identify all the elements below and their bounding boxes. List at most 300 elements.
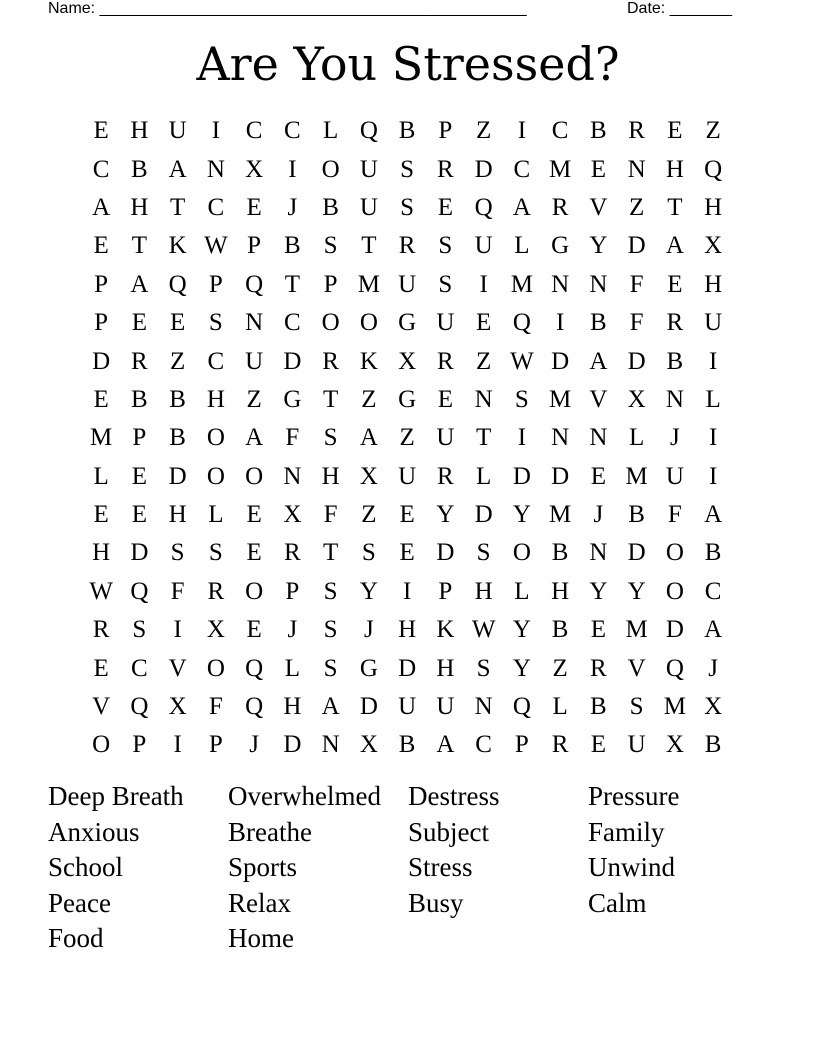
grid-letter: W — [510, 347, 534, 375]
grid-letter: X — [627, 385, 646, 413]
grid-letter: D — [130, 539, 149, 567]
grid-letter: R — [398, 232, 416, 260]
grid-letter: X — [704, 232, 723, 260]
grid-letter: D — [627, 539, 646, 567]
grid-letter: C — [207, 347, 225, 375]
grid-letter: B — [590, 117, 607, 145]
grid-letter: P — [438, 117, 453, 145]
grid-letter: K — [436, 616, 455, 644]
grid-letter: V — [168, 654, 187, 682]
grid-letter: M — [663, 693, 686, 721]
grid-letter: M — [625, 462, 648, 490]
grid-letter: Y — [627, 577, 646, 605]
grid-letter: K — [359, 347, 378, 375]
grid-letter: H — [551, 577, 570, 605]
grid-letter: H — [665, 155, 684, 183]
grid-letter: M — [625, 616, 648, 644]
grid-letter: D — [92, 347, 111, 375]
grid-letter: E — [475, 309, 492, 337]
grid-letter: P — [132, 424, 147, 452]
grid-letter: V — [589, 385, 608, 413]
grid-letter: H — [474, 577, 493, 605]
grid-letter: A — [512, 193, 531, 221]
grid-letter: E — [131, 309, 148, 337]
grid-letter: I — [173, 616, 182, 644]
grid-letter: M — [90, 424, 113, 452]
grid-letter: J — [708, 654, 718, 682]
grid-letter: H — [436, 654, 455, 682]
word-bank-item: Breathe — [228, 816, 312, 847]
grid-letter: Z — [246, 385, 262, 413]
grid-letter: F — [629, 270, 644, 298]
grid-letter: X — [398, 347, 417, 375]
grid-letter: Q — [168, 270, 187, 298]
grid-letter: Y — [589, 232, 608, 260]
grid-letter: A — [321, 693, 340, 721]
grid-letter: D — [512, 462, 531, 490]
grid-letter: A — [704, 616, 723, 644]
grid-letter: C — [92, 155, 110, 183]
grid-letter: Z — [361, 501, 377, 529]
grid-letter: O — [206, 424, 225, 452]
grid-letter: G — [551, 232, 570, 260]
grid-letter: D — [398, 654, 417, 682]
grid-letter: D — [474, 501, 493, 529]
grid-letter: T — [284, 270, 301, 298]
grid-letter: O — [206, 462, 225, 490]
grid-letter: S — [400, 193, 415, 221]
grid-letter: J — [249, 731, 259, 759]
grid-letter: E — [437, 193, 454, 221]
grid-letter: R — [437, 155, 454, 183]
grid-letter: P — [285, 577, 300, 605]
grid-letter: S — [132, 616, 147, 644]
grid-letter: B — [628, 501, 645, 529]
grid-letter: U — [398, 462, 417, 490]
grid-letter: M — [549, 385, 572, 413]
grid-letter: S — [170, 539, 185, 567]
grid-letter: O — [665, 539, 684, 567]
grid-letter: U — [665, 462, 684, 490]
grid-letter: H — [206, 385, 225, 413]
grid-letter: Q — [512, 693, 531, 721]
grid-letter: Z — [628, 193, 645, 221]
grid-letter: D — [627, 232, 646, 260]
grid-letter: O — [512, 539, 531, 567]
grid-letter: P — [438, 577, 453, 605]
grid-letter: C — [513, 155, 531, 183]
grid-letter: E — [131, 501, 148, 529]
grid-letter: H — [130, 193, 149, 221]
grid-letter: Q — [474, 193, 493, 221]
grid-letter: S — [323, 654, 338, 682]
grid-letter: Q — [704, 155, 723, 183]
grid-letter: Y — [436, 501, 455, 529]
grid-letter: L — [208, 501, 224, 529]
grid-letter: J — [287, 193, 298, 221]
grid-letter: A — [168, 155, 187, 183]
grid-letter: P — [514, 731, 529, 759]
grid-letter: S — [476, 654, 491, 682]
grid-letter: O — [321, 309, 340, 337]
grid-letter: F — [323, 501, 338, 529]
grid-letter: L — [475, 462, 492, 490]
grid-letter: Z — [705, 117, 721, 145]
grid-letter: C — [475, 731, 492, 759]
word-bank-item: School — [48, 852, 124, 883]
grid-letter: N — [551, 424, 570, 452]
grid-letter: H — [398, 616, 417, 644]
grid-letter: J — [364, 616, 374, 644]
grid-letter: N — [245, 309, 264, 337]
page-title: Are You Stressed? — [196, 37, 620, 91]
grid-letter: E — [590, 155, 607, 183]
word-bank-item: Relax — [228, 887, 291, 918]
grid-letter: P — [323, 270, 338, 298]
grid-letter: N — [551, 270, 570, 298]
grid-letter: N — [321, 731, 340, 759]
grid-letter: E — [246, 501, 262, 529]
grid-letter: X — [206, 616, 225, 644]
grid-letter: S — [400, 155, 415, 183]
grid-letter: H — [130, 117, 149, 145]
grid-letter: I — [517, 424, 527, 452]
grid-letter: D — [551, 347, 570, 375]
grid-letter: S — [323, 577, 338, 605]
grid-letter: S — [323, 616, 338, 644]
grid-letter: B — [284, 232, 301, 260]
header-line — [48, 0, 732, 18]
grid-letter: J — [670, 424, 680, 452]
grid-letter: L — [514, 577, 530, 605]
grid-letter: C — [704, 577, 722, 605]
grid-letter: U — [704, 309, 723, 337]
grid-letter: O — [665, 577, 684, 605]
grid-letter: B — [551, 539, 569, 567]
grid-letter: V — [92, 693, 111, 721]
grid-letter: U — [359, 193, 378, 221]
grid-letter: A — [665, 232, 684, 260]
grid-letter: D — [168, 462, 187, 490]
grid-letter: R — [628, 117, 645, 145]
grid-letter: C — [284, 309, 301, 337]
grid-letter: F — [208, 693, 223, 721]
grid-letter: I — [708, 347, 718, 375]
word-bank-item: Pressure — [588, 781, 680, 811]
grid-letter: T — [475, 424, 492, 452]
grid-letter: R — [131, 347, 148, 375]
grid-letter: I — [479, 270, 488, 298]
grid-letter: I — [708, 424, 718, 452]
grid-letter: M — [510, 270, 533, 298]
grid-letter: J — [593, 501, 604, 529]
grid-letter: I — [211, 117, 221, 145]
grid-letter: U — [436, 309, 455, 337]
grid-letter: E — [131, 462, 148, 490]
grid-letter: U — [436, 693, 455, 721]
grid-letter: N — [283, 462, 302, 490]
grid-letter: Q — [245, 654, 264, 682]
grid-letter: X — [359, 731, 378, 759]
grid-letter: E — [93, 501, 109, 529]
grid-letter: E — [246, 193, 262, 221]
grid-letter: E — [437, 385, 454, 413]
grid-letter: C — [551, 117, 569, 145]
grid-letter: D — [627, 347, 646, 375]
grid-letter: Q — [245, 693, 264, 721]
grid-letter: N — [665, 385, 684, 413]
grid-letter: I — [402, 577, 412, 605]
grid-letter: S — [323, 424, 338, 452]
grid-letter: C — [207, 193, 225, 221]
grid-letter: J — [287, 616, 298, 644]
grid-letter: A — [359, 424, 378, 452]
grid-letter: Q — [245, 270, 264, 298]
grid-letter: Q — [665, 654, 684, 682]
grid-letter: R — [551, 193, 569, 221]
grid-letter: Q — [512, 309, 531, 337]
grid-letter: B — [704, 539, 722, 567]
grid-letter: K — [168, 232, 187, 260]
grid-letter: I — [708, 462, 718, 490]
word-bank-item: Home — [228, 923, 294, 954]
grid-letter: S — [208, 309, 223, 337]
grid-letter: D — [283, 731, 302, 759]
grid-letter: A — [245, 424, 264, 452]
grid-letter: P — [132, 731, 147, 759]
grid-letter: M — [549, 501, 572, 529]
grid-letter: D — [283, 347, 302, 375]
grid-letter: I — [517, 117, 527, 145]
grid-letter: E — [169, 309, 186, 337]
grid-letter: T — [131, 232, 148, 260]
grid-letter: N — [627, 155, 646, 183]
grid-letter: U — [359, 155, 378, 183]
grid-letter: R — [207, 577, 225, 605]
grid-letter: S — [438, 232, 453, 260]
grid-letter: H — [168, 501, 187, 529]
grid-letter: Z — [552, 654, 568, 682]
grid-letter: B — [398, 117, 416, 145]
grid-letter: Z — [399, 424, 415, 452]
grid-letter: R — [666, 309, 684, 337]
grid-letter: O — [245, 462, 264, 490]
grid-letter: F — [667, 501, 682, 529]
grid-letter: R — [551, 731, 569, 759]
grid-letter: X — [283, 501, 302, 529]
grid-letter: P — [208, 731, 223, 759]
word-bank-item: Food — [48, 923, 104, 954]
grid-letter: A — [92, 193, 111, 221]
grid-letter: E — [590, 462, 607, 490]
grid-letter: F — [285, 424, 300, 452]
grid-letter: E — [399, 501, 415, 529]
grid-letter: C — [284, 117, 301, 145]
word-bank-item: Destress — [408, 781, 500, 811]
grid-letter: H — [92, 539, 111, 567]
grid-letter: H — [283, 693, 302, 721]
grid-letter: E — [667, 117, 683, 145]
grid-letter: U — [436, 424, 455, 452]
grid-letter: E — [93, 117, 109, 145]
grid-letter: U — [474, 232, 493, 260]
grid-letter: E — [246, 616, 262, 644]
grid-letter: S — [476, 539, 491, 567]
grid-letter: Z — [475, 347, 492, 375]
grid-letter: L — [628, 424, 645, 452]
grid-letter: D — [436, 539, 455, 567]
grid-letter: Q — [130, 577, 149, 605]
grid-letter: G — [398, 385, 417, 413]
grid-letter: L — [93, 462, 109, 490]
grid-letter: P — [208, 270, 223, 298]
grid-letter: P — [94, 309, 109, 337]
grid-letter: G — [359, 654, 378, 682]
grid-letter: A — [589, 347, 608, 375]
grid-letter: P — [94, 270, 109, 298]
word-bank-item: Stress — [408, 852, 473, 883]
grid-letter: Y — [512, 501, 531, 529]
grid-letter: B — [590, 309, 607, 337]
grid-letter: U — [168, 117, 187, 145]
grid-letter: Z — [169, 347, 186, 375]
grid-letter: B — [666, 347, 684, 375]
grid-letter: R — [284, 539, 301, 567]
grid-letter: D — [551, 462, 570, 490]
grid-letter: E — [246, 539, 262, 567]
grid-letter: O — [206, 654, 225, 682]
grid-letter: R — [590, 654, 607, 682]
grid-letter: R — [437, 462, 454, 490]
grid-letter: N — [589, 270, 608, 298]
grid-letter: E — [590, 616, 607, 644]
grid-letter: Y — [512, 616, 531, 644]
grid-letter: S — [438, 270, 453, 298]
grid-letter: X — [665, 731, 684, 759]
word-bank-item: Overwhelmed — [228, 781, 381, 811]
grid-letter: U — [245, 347, 264, 375]
grid-letter: F — [629, 309, 644, 337]
date-field — [627, 0, 732, 18]
word-bank-item: Calm — [588, 887, 647, 918]
grid-letter: Y — [512, 654, 531, 682]
grid-letter: P — [247, 232, 262, 260]
grid-letter: D — [359, 693, 378, 721]
grid-letter: T — [361, 232, 377, 260]
grid-letter: F — [170, 577, 185, 605]
grid-letter: A — [130, 270, 149, 298]
grid-letter: U — [398, 270, 417, 298]
grid-letter: X — [168, 693, 187, 721]
grid-letter: L — [322, 117, 339, 145]
grid-letter: X — [245, 155, 264, 183]
grid-letter: B — [169, 385, 186, 413]
grid-letter: Z — [361, 385, 377, 413]
grid-letter: O — [359, 309, 378, 337]
word-bank-item: Deep Breath — [48, 781, 184, 811]
grid-letter: M — [549, 155, 572, 183]
grid-letter: R — [92, 616, 110, 644]
grid-letter: D — [474, 155, 493, 183]
word-search-grid — [82, 112, 732, 765]
grid-letter: L — [284, 654, 301, 682]
grid-letter: S — [629, 693, 644, 721]
word-bank-item: Peace — [48, 887, 111, 918]
grid-letter: E — [93, 232, 109, 260]
grid-letter: S — [361, 539, 376, 567]
grid-letter: N — [474, 693, 493, 721]
grid-letter: N — [206, 155, 225, 183]
grid-letter: C — [245, 117, 263, 145]
grid-letter: H — [321, 462, 340, 490]
grid-letter: B — [131, 385, 148, 413]
grid-letter: X — [359, 462, 378, 490]
grid-letter: W — [204, 232, 228, 260]
grid-letter: I — [555, 309, 565, 337]
word-bank-item: Subject — [408, 816, 489, 847]
date-label: Date: — [627, 0, 666, 17]
word-bank-item: Sports — [228, 852, 298, 883]
grid-letter: O — [92, 731, 111, 759]
word-bank-item: Anxious — [48, 816, 140, 847]
grid-letter: B — [322, 193, 339, 221]
grid-letter: E — [93, 654, 109, 682]
grid-letter: U — [627, 731, 646, 759]
grid-letter: V — [627, 654, 646, 682]
grid-letter: E — [667, 270, 683, 298]
grid-letter: O — [321, 155, 340, 183]
grid-letter: G — [283, 385, 302, 413]
grid-letter: O — [245, 577, 264, 605]
grid-letter: H — [704, 193, 723, 221]
grid-letter: Q — [359, 117, 378, 145]
grid-letter: E — [590, 731, 607, 759]
grid-letter: R — [322, 347, 339, 375]
name-label: Name: — [48, 0, 96, 17]
grid-letter: Z — [475, 117, 492, 145]
grid-letter: B — [551, 616, 569, 644]
grid-letter: M — [357, 270, 380, 298]
grid-letter: L — [514, 232, 530, 260]
date-blank[interactable]: _______ — [669, 0, 732, 17]
grid-letter: N — [589, 539, 608, 567]
word-bank-item: Busy — [408, 887, 464, 918]
grid-letter: T — [169, 193, 186, 221]
grid-letter: Y — [359, 577, 378, 605]
grid-letter: S — [323, 232, 338, 260]
grid-letter: Q — [130, 693, 149, 721]
grid-letter: A — [704, 501, 723, 529]
grid-letter: Y — [589, 577, 608, 605]
grid-letter: H — [704, 270, 723, 298]
grid-letter: L — [705, 385, 721, 413]
grid-letter: S — [514, 385, 529, 413]
grid-letter: E — [399, 539, 415, 567]
grid-letter: G — [398, 309, 417, 337]
grid-letter: E — [93, 385, 109, 413]
grid-letter: N — [589, 424, 608, 452]
grid-letter: N — [474, 385, 493, 413]
grid-letter: A — [436, 731, 455, 759]
grid-letter: B — [398, 731, 416, 759]
name-blank[interactable]: ________________________________________________ — [99, 0, 527, 17]
grid-letter: B — [704, 731, 722, 759]
grid-letter: S — [208, 539, 223, 567]
grid-letter: D — [665, 616, 684, 644]
grid-letter: W — [89, 577, 113, 605]
grid-letter: T — [322, 539, 339, 567]
grid-letter: R — [437, 347, 454, 375]
